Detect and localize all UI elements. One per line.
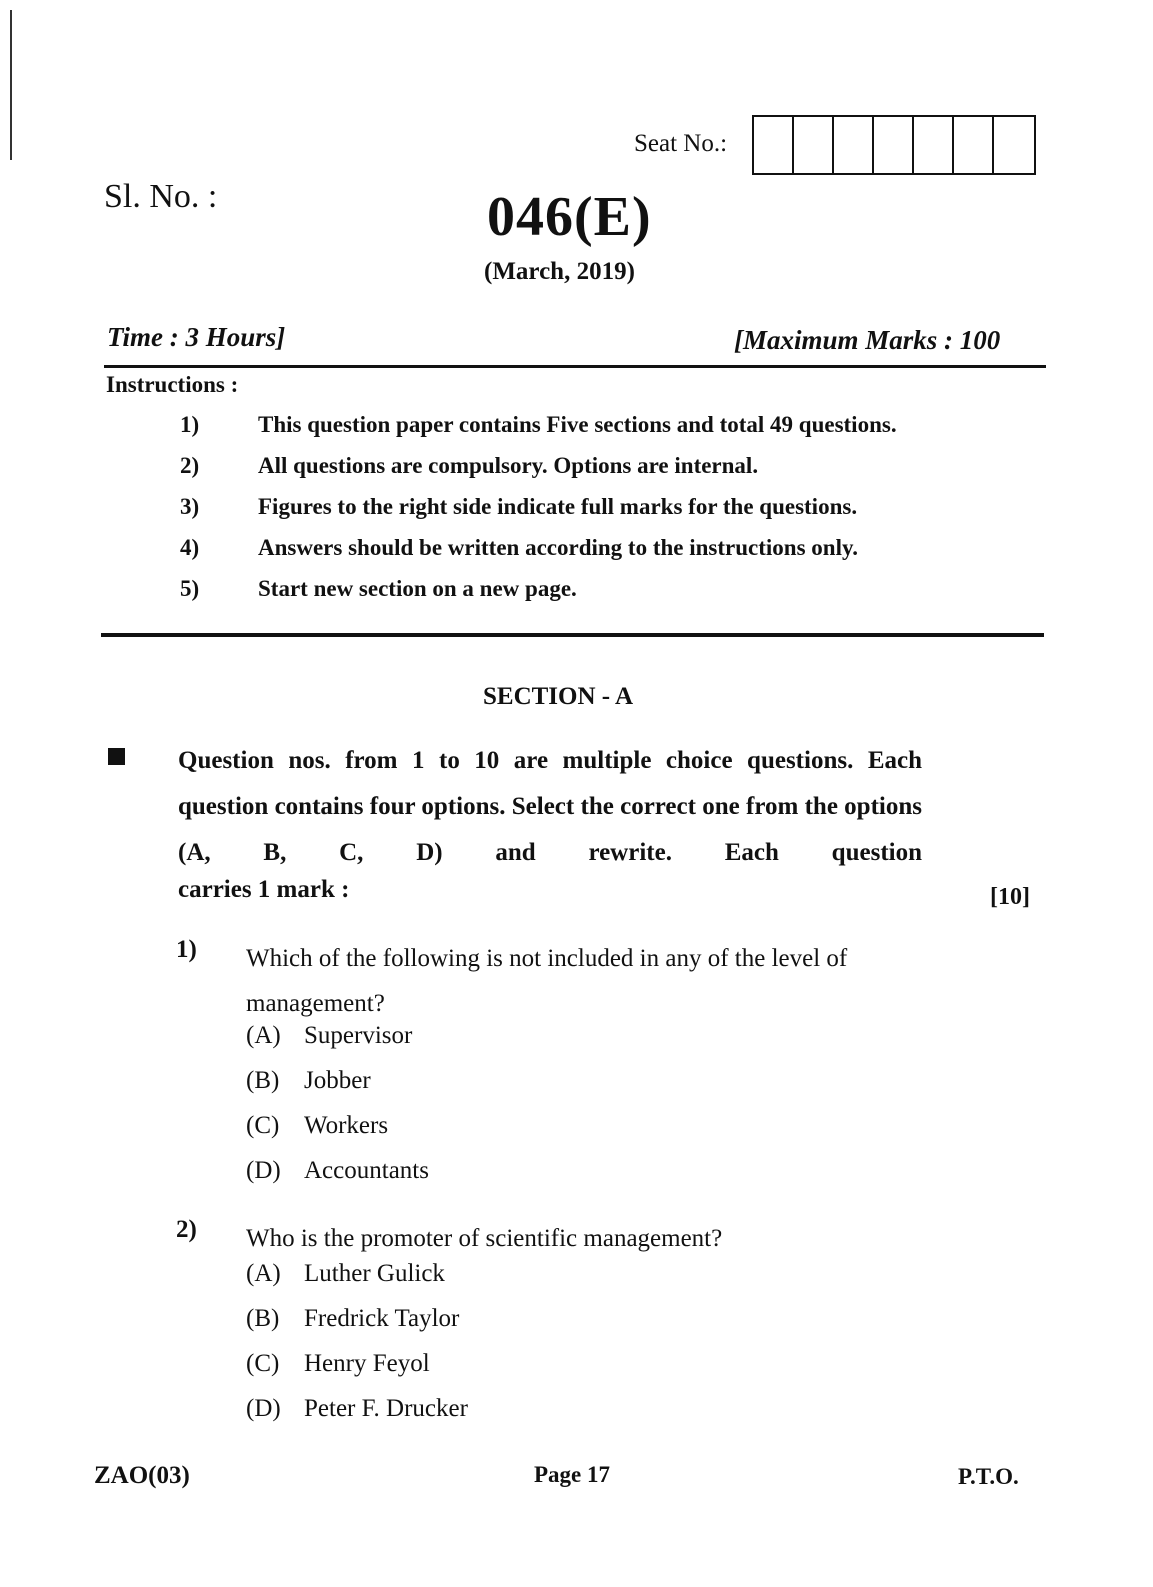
footer-pto: P.T.O. — [958, 1464, 1019, 1489]
section-marks: [10] — [990, 884, 1030, 910]
instruction-text: Start new section on a new page. — [258, 576, 577, 601]
option-text: Jobber — [304, 1067, 371, 1094]
seat-box — [794, 117, 834, 173]
seat-box — [754, 117, 794, 173]
instruction-number: 2) — [180, 453, 200, 478]
option-text: Workers — [304, 1112, 389, 1139]
option-letter: (D) — [246, 1157, 281, 1184]
exam-date: (March, 2019) — [484, 258, 635, 285]
option-a — [246, 1260, 445, 1288]
sl-no-label: Sl. No. : — [104, 178, 218, 215]
option-letter: (C) — [246, 1112, 280, 1139]
option-c — [246, 1112, 388, 1140]
option-text: Fredrick Taylor — [304, 1305, 460, 1332]
option-text: Supervisor — [304, 1022, 413, 1049]
seat-box — [914, 117, 954, 173]
instruction-number: 3) — [180, 494, 200, 519]
time-label: Time : 3 Hours] — [107, 322, 286, 352]
instructions-rule — [101, 633, 1044, 637]
footer-page-number: Page 17 — [534, 1462, 611, 1487]
paper-code: 046(E) — [487, 186, 652, 248]
option-letter: (D) — [246, 1395, 281, 1422]
footer-paper-code: ZAO(03) — [94, 1462, 190, 1489]
question-text: Who is the promoter of scientific management? — [246, 1225, 723, 1252]
instruction-item — [180, 535, 897, 576]
option-letter: (B) — [246, 1305, 280, 1332]
option-text: Peter F. Drucker — [304, 1395, 468, 1422]
option-text: Luther Gulick — [304, 1260, 445, 1287]
header-rule — [104, 365, 1046, 368]
instruction-text: Figures to the right side indicate full marks for the questions. — [258, 494, 858, 519]
option-letter: (B) — [246, 1067, 280, 1094]
section-intro: Question nos. from 1 to 10 are multiple choice questions. Each question contains four options. Select the correct one from the options (A, B, C, D) and rewrite. Each question — [178, 747, 922, 866]
page-edge-mark — [10, 10, 12, 160]
seat-no-boxes — [752, 115, 1036, 175]
option-b — [246, 1305, 459, 1333]
section-intro-last-line: carries 1 mark : — [178, 876, 350, 903]
question-number: 2) — [176, 1216, 197, 1243]
option-text: Henry Feyol — [304, 1350, 430, 1377]
instruction-item — [180, 494, 897, 535]
instruction-text: This question paper contains Five sections and total 49 questions. — [258, 412, 897, 437]
option-c — [246, 1350, 430, 1378]
instruction-number: 1) — [180, 412, 200, 437]
seat-box — [954, 117, 994, 173]
option-a — [246, 1022, 412, 1050]
question-number: 1) — [176, 936, 197, 963]
instruction-item — [180, 453, 897, 494]
instruction-text: All questions are compulsory. Options are internal. — [258, 453, 759, 478]
seat-box — [834, 117, 874, 173]
section-title: SECTION - A — [483, 683, 634, 710]
option-letter: (A) — [246, 1260, 281, 1287]
instruction-item — [180, 576, 897, 617]
instruction-number: 4) — [180, 535, 200, 560]
option-d — [246, 1157, 429, 1185]
option-b — [246, 1067, 371, 1095]
question-text: Which of the following is not included in any of the level of management? — [246, 945, 848, 1017]
option-d — [246, 1395, 468, 1423]
seat-no-label: Seat No.: — [634, 130, 728, 157]
instruction-item — [180, 412, 897, 453]
max-marks-label: [Maximum Marks : 100 — [734, 325, 1001, 355]
instructions-list — [180, 412, 897, 617]
option-letter: (C) — [246, 1350, 280, 1377]
instructions-heading: Instructions : — [106, 372, 239, 397]
seat-box — [994, 117, 1034, 173]
instruction-number: 5) — [180, 576, 200, 601]
option-letter: (A) — [246, 1022, 281, 1049]
square-bullet-icon — [108, 748, 125, 765]
instruction-text: Answers should be written according to the instructions only. — [258, 535, 858, 560]
option-text: Accountants — [304, 1157, 429, 1184]
seat-box — [874, 117, 914, 173]
